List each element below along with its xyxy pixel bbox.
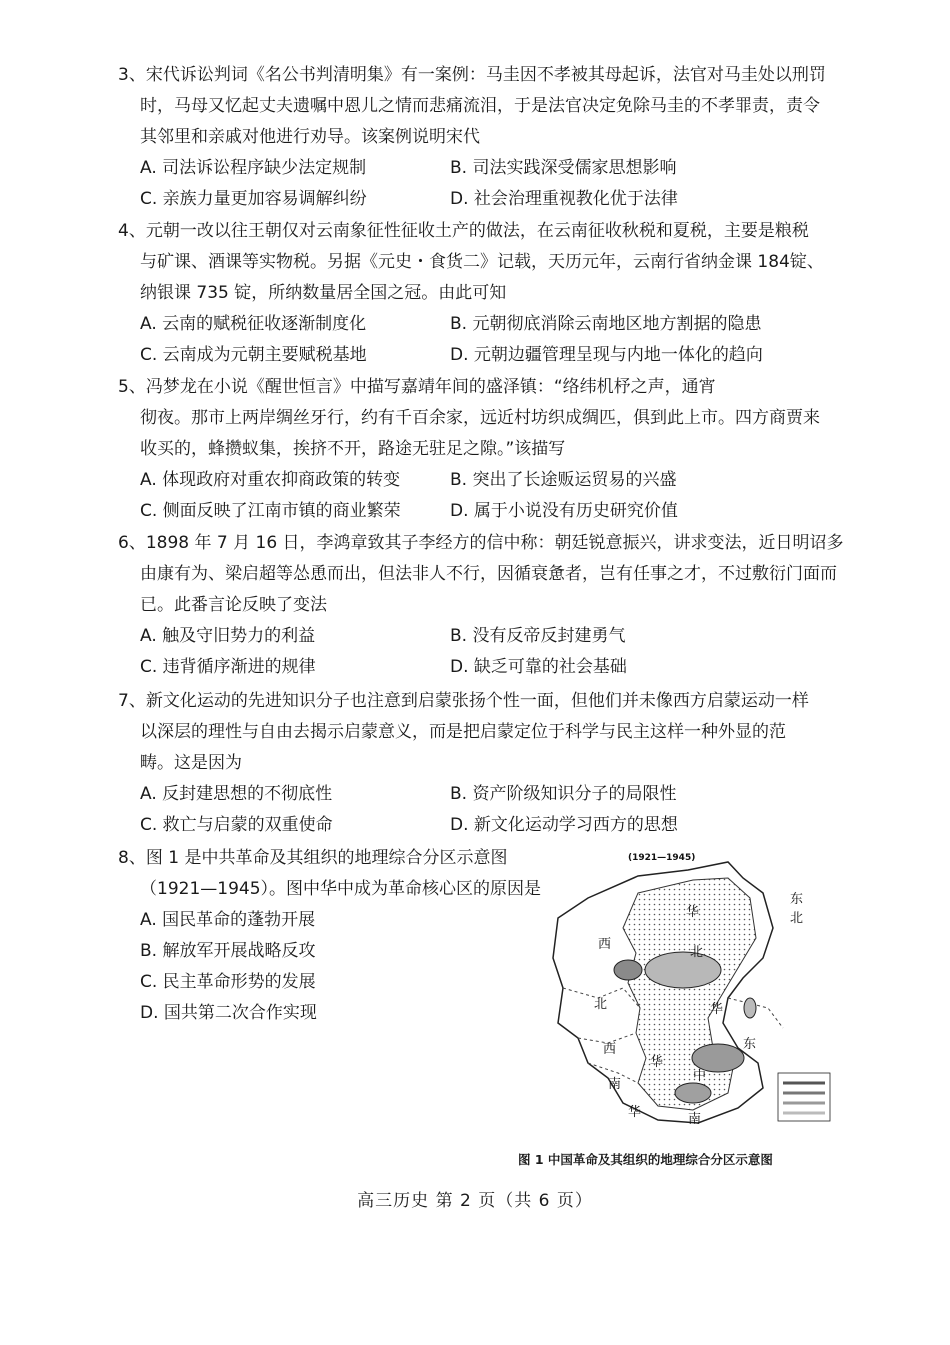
- question-3-option-b: B. 司法实践深受儒家思想影响: [450, 158, 677, 178]
- map-zone-ellipse-4: [675, 1083, 711, 1103]
- question-8-option-a: A. 国民革命的蓬勃开展: [140, 910, 316, 930]
- question-5-options: [118, 465, 838, 527]
- map-zone-ellipse-5: [744, 998, 756, 1018]
- question-4-option-c: C. 云南成为元朝主要赋税基地: [140, 345, 367, 365]
- question-3-option-d: D. 社会治理重视教化优于法律: [450, 189, 678, 209]
- question-7-option-d: D. 新文化运动学习西方的思想: [450, 815, 678, 835]
- question-5-option-b: B. 突出了长途贩运贸易的兴盛: [450, 470, 677, 490]
- question-8-line-1: 8、图 1 是中共革命及其组织的地理综合分区示意图: [118, 848, 508, 868]
- question-7-option-c: C. 救亡与启蒙的双重使命: [140, 815, 333, 835]
- question-6-line-3: 已。此番言论反映了变法: [140, 595, 327, 615]
- map-label-hua-1: 华: [686, 905, 700, 920]
- question-4-line-1: 4、元朝一改以往王朝仅对云南象征性征收土产的做法，在云南征收秋税和夏税，主要是粮税: [118, 221, 809, 241]
- question-7-line-3: 畴。这是因为: [140, 753, 242, 773]
- question-4-option-b: B. 元朝彻底消除云南地区地方割据的隐患: [450, 314, 762, 334]
- question-8-options: [118, 905, 538, 1029]
- question-8-option-d: D. 国共第二次合作实现: [140, 1003, 317, 1023]
- question-4-line-2: 与矿课、酒课等实物税。另据《元史・食货二》记载，天历元年，云南行省纳金课 184锭、: [140, 252, 824, 272]
- map-label-bei-3: 北: [594, 997, 608, 1012]
- question-5-line-3: 收买的，蜂攒蚁集，挨挤不开，路途无驻足之隙。”该描写: [140, 439, 566, 459]
- question-3-option-a: A. 司法诉讼程序缺少法定规制: [140, 158, 367, 178]
- map-zone-ellipse-1: [614, 960, 642, 980]
- question-3-line-2: 时，马母又忆起丈夫遗嘱中恩儿之情而悲痛流泪，于是法官决定免除马圭的不孝罪责，责令: [140, 96, 820, 116]
- map-label-hua-2: 华: [710, 1002, 724, 1017]
- question-5-option-d: D. 属于小说没有历史研究价值: [450, 501, 678, 521]
- question-3-line-3: 其邻里和亲戚对他进行劝导。该案例说明宋代: [140, 127, 480, 147]
- question-7: [118, 686, 838, 841]
- question-5-line-2: 彻夜。那市上两岸绸丝牙行，约有千百余家，远近村坊织成绸匹，俱到此上市。四方商贾来: [140, 408, 820, 428]
- question-5: [118, 372, 838, 527]
- question-6-option-d: D. 缺乏可靠的社会基础: [450, 657, 627, 677]
- question-8-line-2: （1921—1945）。图中华中成为革命核心区的原因是: [140, 879, 542, 899]
- question-6-line-1: 6、1898 年 7 月 16 日，李鸿章致其子李经方的信中称：朝廷锐意振兴，讲求变法，近日明诏多: [118, 533, 844, 553]
- map-label-nan-2: 南: [688, 1112, 702, 1127]
- question-8-option-b: B. 解放军开展战略反攻: [140, 941, 316, 961]
- map-label-hua-3: 华: [650, 1055, 664, 1070]
- question-7-options: [118, 779, 838, 841]
- question-3-options: [118, 153, 838, 215]
- map-label-dong-2: 东: [743, 1037, 757, 1052]
- question-3: [118, 60, 838, 215]
- map-label-xi-2: 西: [603, 1042, 617, 1057]
- question-7-option-a: A. 反封建思想的不彻底性: [140, 784, 333, 804]
- question-4-option-a: A. 云南的赋税征收逐渐制度化: [140, 314, 367, 334]
- question-6-option-b: B. 没有反帝反封建勇气: [450, 626, 626, 646]
- question-8-option-c: C. 民主革命形势的发展: [140, 972, 316, 992]
- question-7-option-b: B. 资产阶级知识分子的局限性: [450, 784, 677, 804]
- map-label-dong-1: 东: [790, 892, 804, 907]
- question-6-options: [118, 621, 838, 683]
- map-label-bei-1: 北: [790, 911, 804, 926]
- map-label-hua-4: 华: [628, 1105, 642, 1120]
- question-6-option-a: A. 触及守旧势力的利益: [140, 626, 316, 646]
- question-4-option-d: D. 元朝边疆管理呈现与内地一体化的趋向: [450, 345, 763, 365]
- revolution-map-figure: [528, 848, 838, 1128]
- map-year-range: (1921—1945): [628, 853, 696, 863]
- map-label-xi-1: 西: [598, 937, 612, 952]
- question-6-line-2: 由康有为、梁启超等怂恿而出，但法非人不行，因循衰惫者，岂有任事之才，不过敷衍门面而: [140, 564, 837, 584]
- question-5-option-a: A. 体现政府对重农抑商政策的转变: [140, 470, 401, 490]
- map-zone-ellipse-3: [692, 1044, 744, 1072]
- question-6: [118, 528, 844, 683]
- map-label-zhong: 中: [693, 1069, 707, 1084]
- question-5-option-c: C. 侧面反映了江南市镇的商业繁荣: [140, 501, 401, 521]
- map-label-bei-2: 北: [690, 945, 704, 960]
- question-3-option-c: C. 亲族力量更加容易调解纠纷: [140, 189, 367, 209]
- map-zone-ellipse-2: [645, 952, 721, 988]
- question-8: [118, 843, 542, 1029]
- question-3-line-1: 3、宋代诉讼判词《名公书判清明集》有一案例：马圭因不孝被其母起诉，法官对马圭处以刑罚: [118, 65, 826, 85]
- question-4-line-3: 纳银课 735 锭，所纳数量居全国之冠。由此可知: [140, 283, 507, 303]
- map-caption: 图 1 中国革命及其组织的地理综合分区示意图: [518, 1152, 773, 1167]
- question-7-line-2: 以深层的理性与自由去揭示启蒙意义，而是把启蒙定位于科学与民主这样一种外显的范: [140, 722, 786, 742]
- revolution-map: [528, 848, 838, 1128]
- question-5-line-1: 5、冯梦龙在小说《醒世恒言》中描写嘉靖年间的盛泽镇：“络纬机杼之声，通宵: [118, 377, 716, 397]
- map-label-nan-1: 南: [608, 1077, 622, 1092]
- question-7-line-1: 7、新文化运动的先进知识分子也注意到启蒙张扬个性一面，但他们并未像西方启蒙运动一样: [118, 691, 809, 711]
- question-6-option-c: C. 违背循序渐进的规律: [140, 657, 316, 677]
- page-footer: 高三历史 第 2 页（共 6 页）: [357, 1191, 593, 1211]
- question-4-options: [118, 309, 838, 371]
- question-4: [118, 216, 838, 371]
